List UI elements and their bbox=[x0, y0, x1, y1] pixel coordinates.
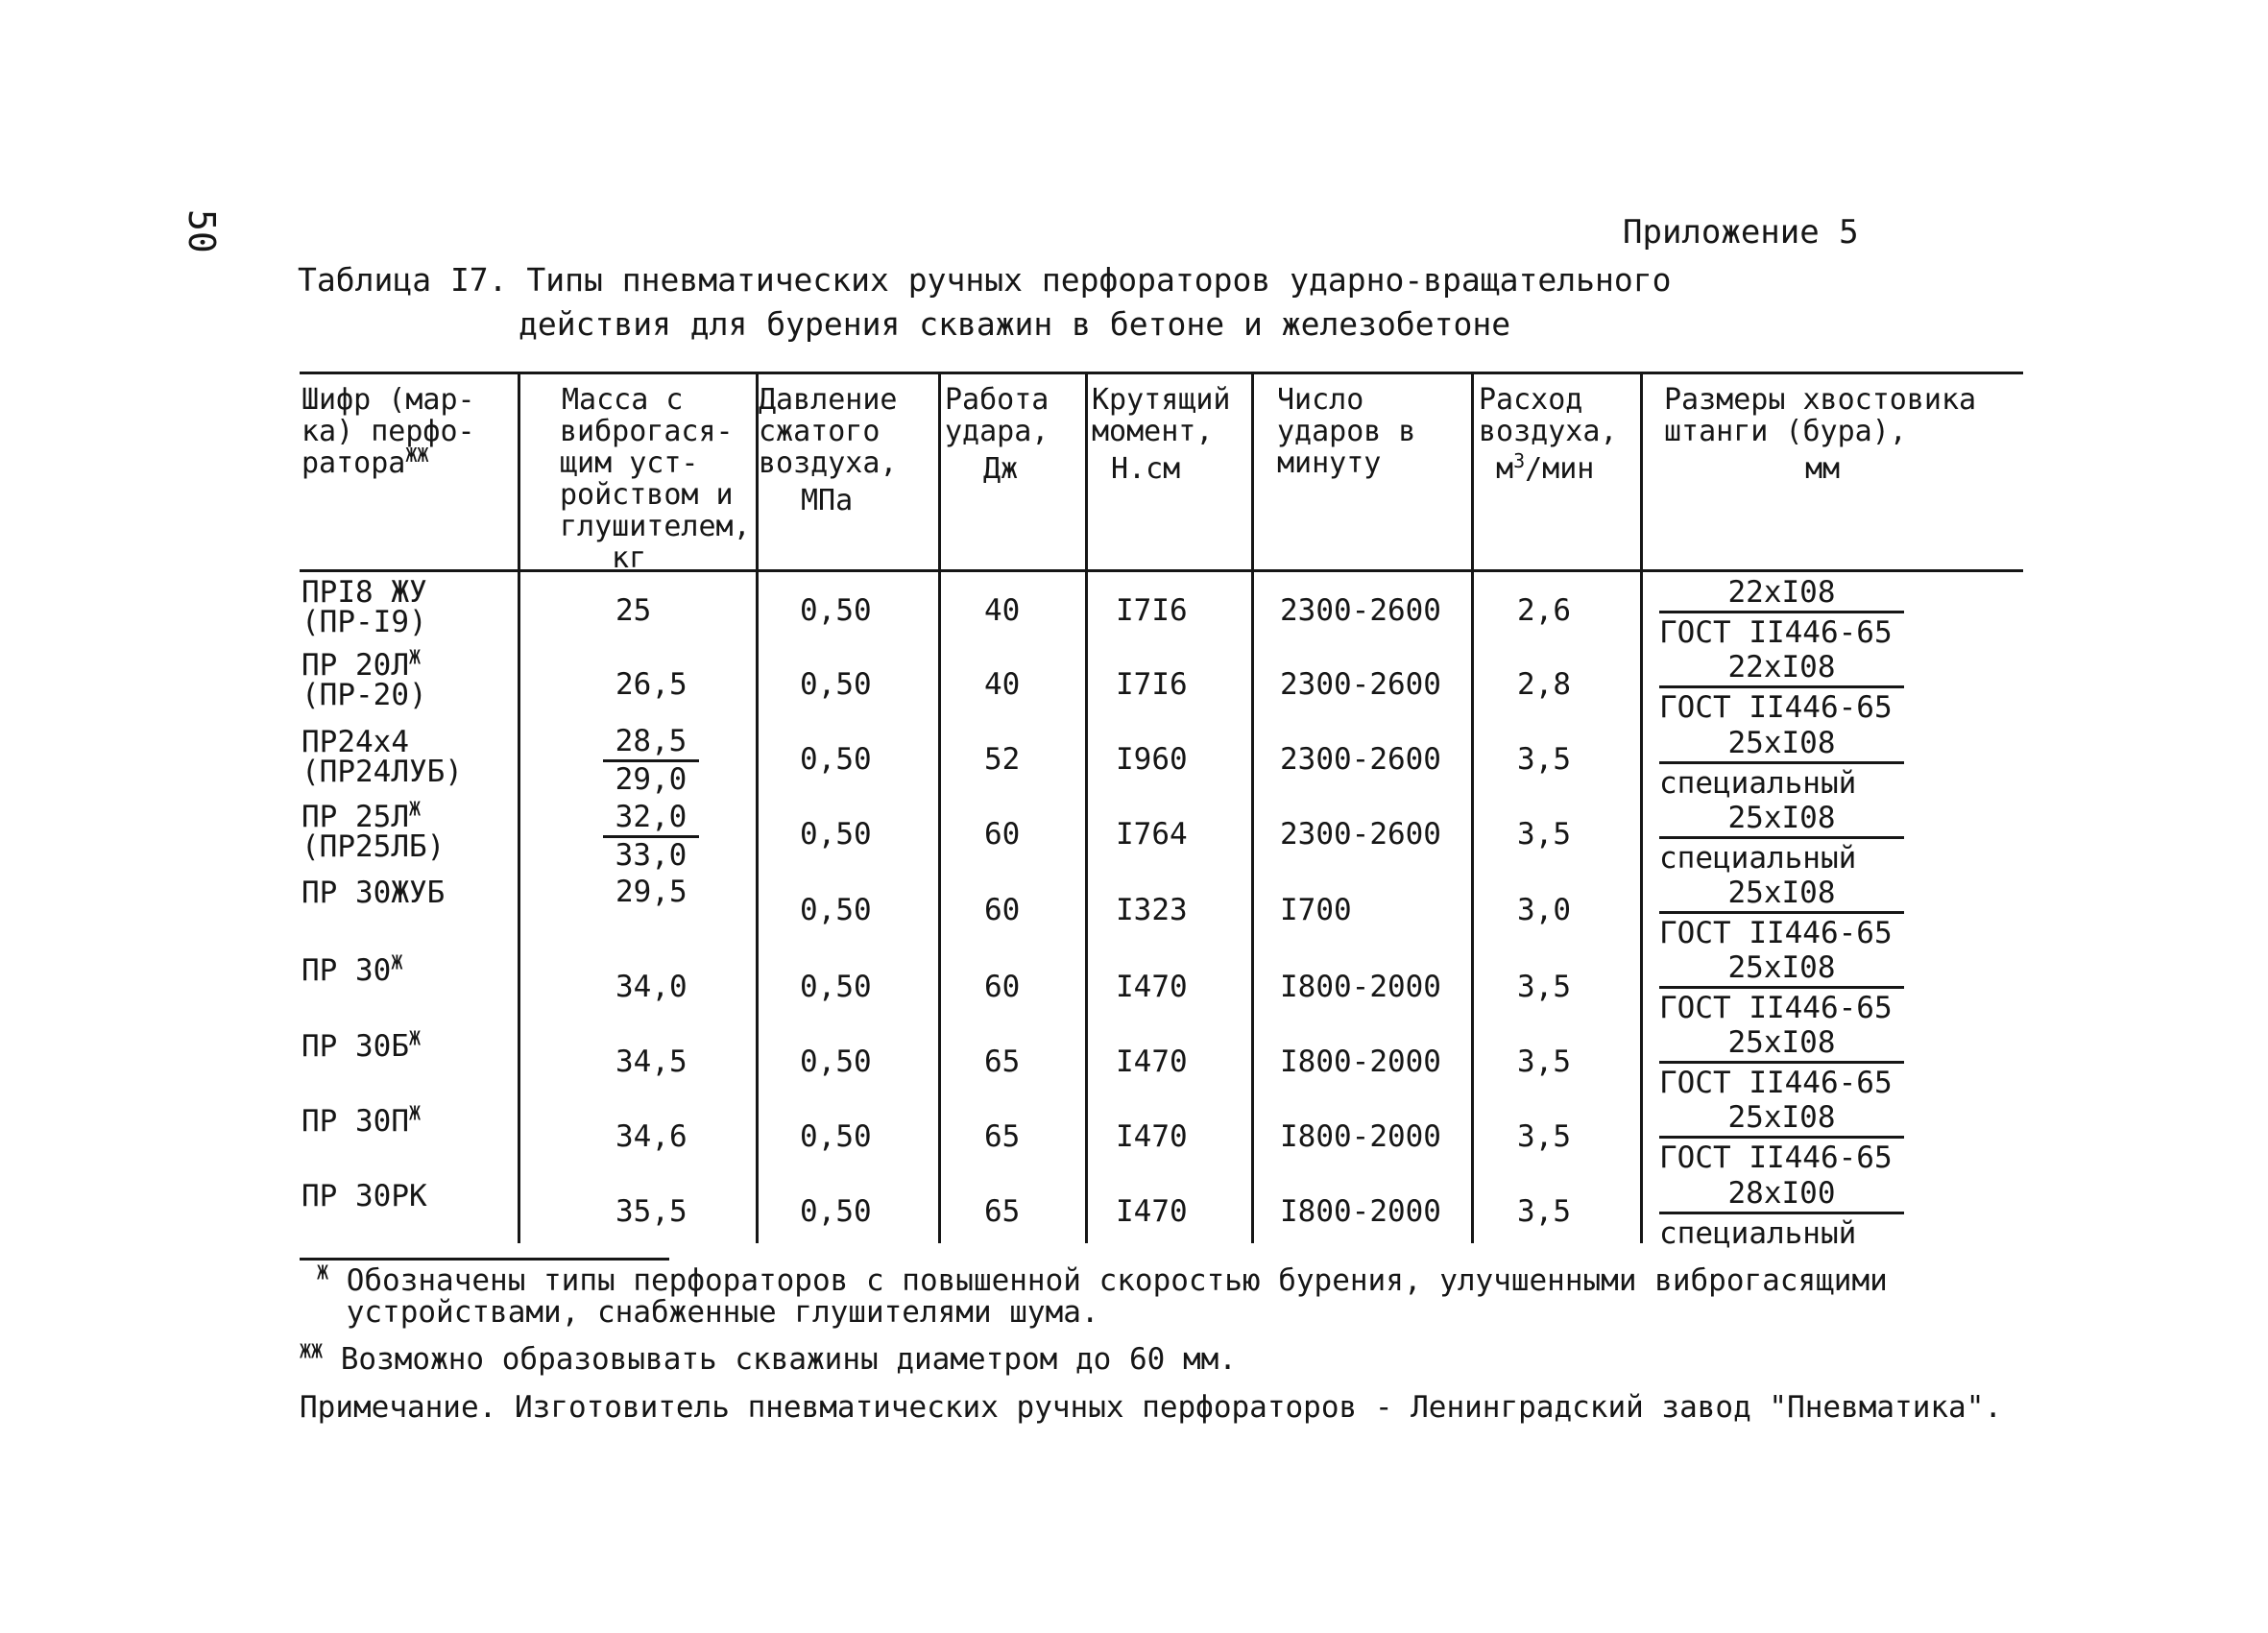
row-impact: 60 bbox=[984, 970, 1021, 1004]
row-air: 3,5 bbox=[1517, 742, 1571, 777]
row-mass: 25 bbox=[615, 593, 652, 628]
table-caption-line-2: действия для бурения скважин в бетоне и железобетоне bbox=[519, 305, 1511, 343]
row-blows: I800-2000 bbox=[1280, 1119, 1441, 1154]
row-shank: 25хI08 специальный bbox=[1659, 728, 1904, 799]
row-impact: 65 bbox=[984, 1194, 1021, 1229]
row-impact: 60 bbox=[984, 893, 1021, 927]
row-pressure: 0,50 bbox=[800, 970, 872, 1004]
row-mass: 34,0 bbox=[615, 970, 688, 1004]
row-air: 3,0 bbox=[1517, 893, 1571, 927]
row-blows: 2300-2600 bbox=[1280, 593, 1441, 628]
row-code: ПР $30Б^Ж$ bbox=[302, 1026, 422, 1064]
header-code: Шифр (мар- ка) перфо- ратора$^{ЖЖ}$ bbox=[302, 383, 475, 480]
row-mass: $\frac{32,0}{33,0}$ bbox=[603, 803, 699, 871]
row-torque: I470 bbox=[1116, 1119, 1188, 1154]
row-shank: 28хI00 специальный bbox=[1659, 1178, 1904, 1249]
row-impact: 52 bbox=[984, 742, 1021, 777]
footnote-1: $^Ж$ Обозначены типы перфораторов с повышенной скоростью бурения, улучшенными виброгасящими устройствами, снабженные глушителями шума. bbox=[317, 1261, 1888, 1330]
column-divider bbox=[1085, 374, 1088, 1243]
row-torque: I470 bbox=[1116, 970, 1188, 1004]
row-air: 2,8 bbox=[1517, 667, 1571, 702]
row-air: 2,6 bbox=[1517, 593, 1571, 628]
row-code: ПР $30^Ж$ bbox=[302, 950, 403, 988]
header-impact: Работа удара, Дж bbox=[945, 383, 1050, 486]
footnote-rule bbox=[300, 1258, 669, 1261]
row-impact: 40 bbox=[984, 667, 1021, 702]
row-torque: I7I6 bbox=[1116, 593, 1188, 628]
row-shank: 22хI08 ГОСТ II446-65 bbox=[1659, 577, 1904, 648]
row-blows: I800-2000 bbox=[1280, 1045, 1441, 1079]
footnote-mark: ЖЖ bbox=[405, 444, 429, 467]
row-mass: 34,6 bbox=[615, 1119, 688, 1154]
column-divider bbox=[1251, 374, 1254, 1243]
row-air: 3,5 bbox=[1517, 1194, 1571, 1229]
row-pressure: 0,50 bbox=[800, 1194, 872, 1229]
row-air: 3,5 bbox=[1517, 1045, 1571, 1079]
row-blows: I800-2000 bbox=[1280, 1194, 1441, 1229]
row-code: ПР $25Л^Ж$ (ПР25ЛБ) bbox=[302, 797, 446, 864]
row-code: ПР $20Л^Ж$ (ПР-20) bbox=[302, 645, 427, 712]
row-shank: 25хI08 ГОСТ II446-65 bbox=[1659, 1102, 1904, 1173]
row-shank: 25хI08 ГОСТ II446-65 bbox=[1659, 877, 1904, 949]
row-shank: 22хI08 ГОСТ II446-65 bbox=[1659, 652, 1904, 723]
row-mass: 26,5 bbox=[615, 667, 688, 702]
row-code: ПР $30П^Ж$ bbox=[302, 1101, 422, 1139]
row-pressure: 0,50 bbox=[800, 742, 872, 777]
row-pressure: 0,50 bbox=[800, 593, 872, 628]
column-divider bbox=[1471, 374, 1474, 1243]
header-air: Расход воздуха, $м^3$/мин bbox=[1479, 383, 1618, 486]
row-air: 3,5 bbox=[1517, 817, 1571, 852]
row-torque: I470 bbox=[1116, 1194, 1188, 1229]
row-blows: 2300-2600 bbox=[1280, 667, 1441, 702]
row-mass: $\frac{28,5}{29,0}$ bbox=[603, 727, 699, 795]
header-bottom-rule bbox=[300, 569, 2023, 572]
row-blows: I800-2000 bbox=[1280, 970, 1441, 1004]
row-pressure: 0,50 bbox=[800, 893, 872, 927]
appendix-label: Приложение 5 bbox=[1623, 213, 1859, 252]
row-impact: 60 bbox=[984, 817, 1021, 852]
row-torque: I960 bbox=[1116, 742, 1188, 777]
column-divider bbox=[1640, 374, 1643, 1243]
row-code: ПР 30РК bbox=[302, 1179, 427, 1213]
table-caption-line-1: Таблица I7. Типы пневматических ручных перфораторов ударно-вращательного bbox=[298, 261, 1672, 299]
row-blows: 2300-2600 bbox=[1280, 742, 1441, 777]
row-blows: 2300-2600 bbox=[1280, 817, 1441, 852]
row-impact: 40 bbox=[984, 593, 1021, 628]
row-shank: 25хI08 специальный bbox=[1659, 803, 1904, 874]
row-torque: I323 bbox=[1116, 893, 1188, 927]
row-torque: I7I6 bbox=[1116, 667, 1188, 702]
header-blows: Число ударов в минуту bbox=[1277, 383, 1416, 480]
column-divider bbox=[518, 374, 520, 1243]
footnote-mark: ЖЖ bbox=[300, 1339, 324, 1363]
row-air: 3,5 bbox=[1517, 970, 1571, 1004]
row-blows: I700 bbox=[1280, 893, 1352, 927]
row-torque: I764 bbox=[1116, 817, 1188, 852]
page-number: 50 bbox=[181, 209, 223, 253]
row-shank: 25хI08 ГОСТ II446-65 bbox=[1659, 952, 1904, 1023]
row-mass: 34,5 bbox=[615, 1045, 688, 1079]
row-air: 3,5 bbox=[1517, 1119, 1571, 1154]
header-mass: Масса с виброгася- щим уст- ройством и глушителем, кг bbox=[560, 383, 751, 575]
row-impact: 65 bbox=[984, 1045, 1021, 1079]
row-pressure: 0,50 bbox=[800, 667, 872, 702]
row-torque: I470 bbox=[1116, 1045, 1188, 1079]
row-shank: 25хI08 ГОСТ II446-65 bbox=[1659, 1027, 1904, 1098]
header-torque: Крутящий момент, Н.см bbox=[1092, 383, 1231, 486]
row-code: ПР 30ЖУБ bbox=[302, 876, 446, 910]
row-mass: 29,5 bbox=[615, 875, 688, 909]
row-code: ПР24х4 (ПР24ЛУБ) bbox=[302, 725, 463, 789]
row-pressure: 0,50 bbox=[800, 817, 872, 852]
footnote-2: $^{ЖЖ}$ Возможно образовывать скважины диаметром до 60 мм. bbox=[300, 1339, 1237, 1377]
table-note: Примечание. Изготовитель пневматических ручных перфораторов - Ленинградский завод "Пневматика". bbox=[300, 1390, 2003, 1425]
row-pressure: 0,50 bbox=[800, 1119, 872, 1154]
row-impact: 65 bbox=[984, 1119, 1021, 1154]
row-code: ПРI8 ЖУ (ПР-I9) bbox=[302, 575, 427, 639]
table-top-rule bbox=[300, 372, 2023, 374]
header-pressure: Давление сжатого воздуха, МПа bbox=[759, 383, 898, 517]
row-mass: 35,5 bbox=[615, 1194, 688, 1229]
footnote-mark: Ж bbox=[317, 1261, 329, 1285]
header-shank: Размеры хвостовика штанги (бура), мм bbox=[1664, 383, 1977, 486]
row-pressure: 0,50 bbox=[800, 1045, 872, 1079]
